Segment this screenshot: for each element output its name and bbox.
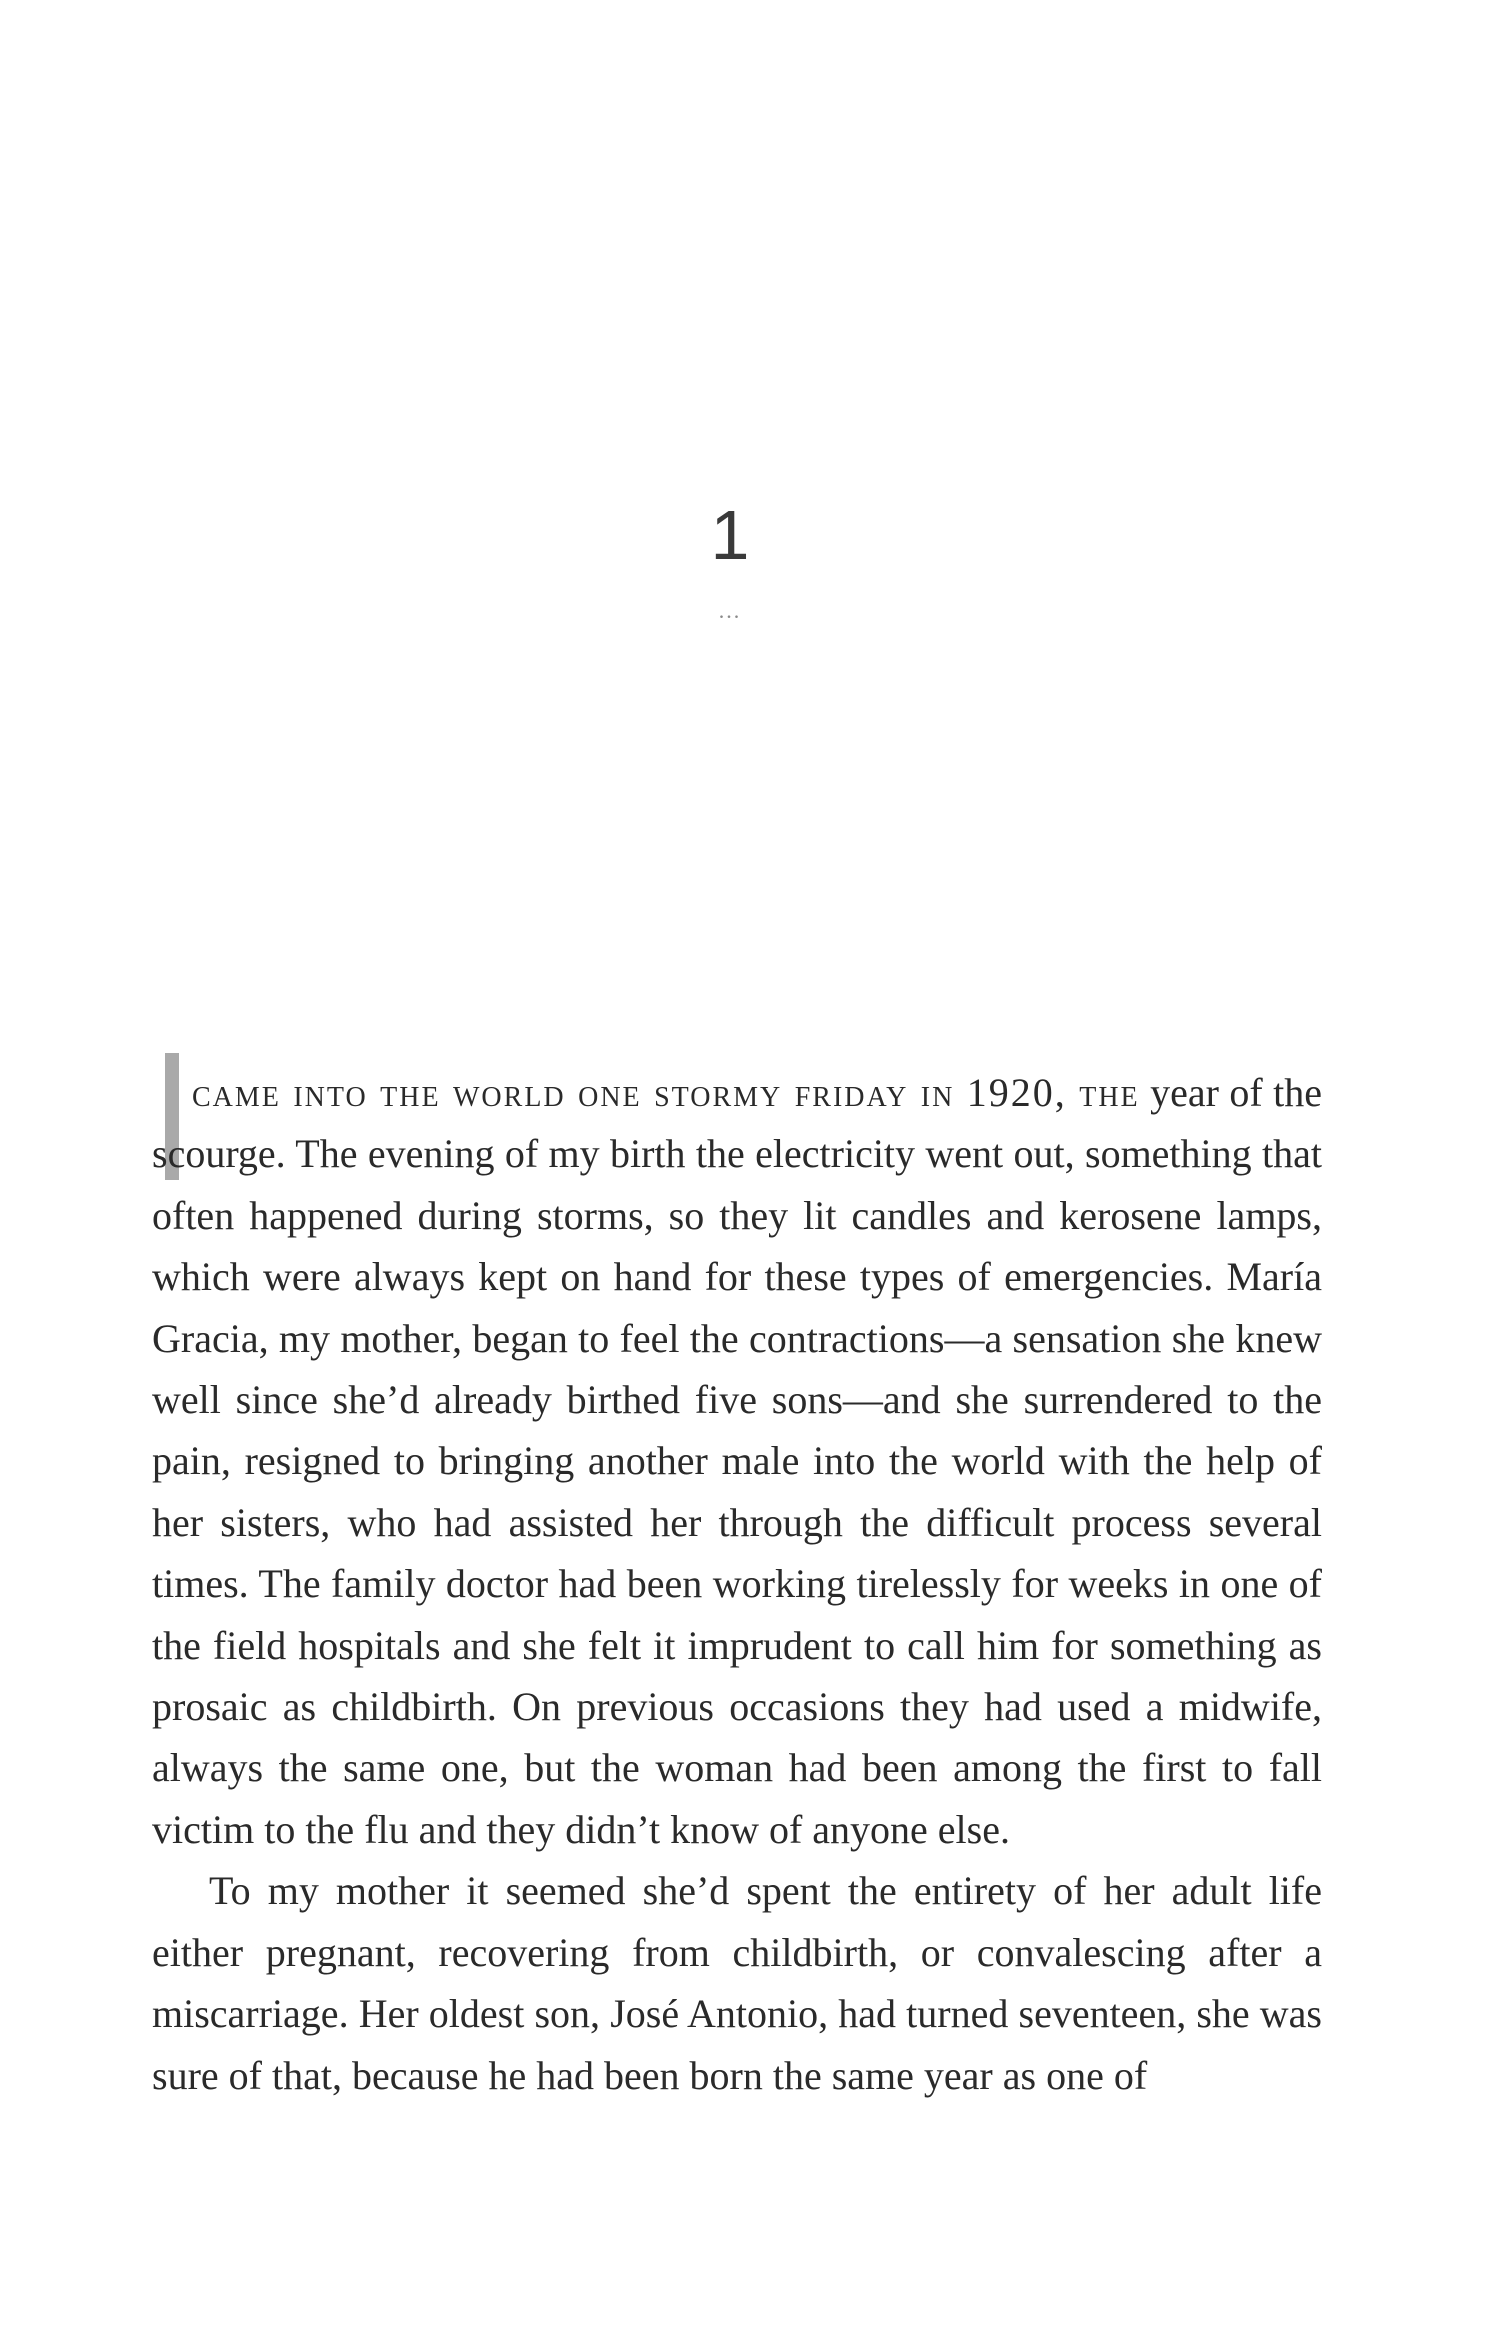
chapter-number: 1 [710, 496, 750, 574]
body-text [152, 1062, 1322, 2106]
chapter-ornament: ... [718, 598, 742, 623]
paragraph-1 [152, 1062, 1322, 1860]
paragraph-2-text: To my mother it seemed she’d spent the entirety of her adult life either pregnant, recovering from childbirth, or convalescing after a miscarriage. Her oldest son, José Antonio, had turned seventeen, she was sure of that, because he had been born the same year as one of [152, 1868, 1322, 2098]
paragraph-opener: came into the world one stormy friday in 1920, the [192, 1070, 1140, 1115]
paragraph-2 [152, 1860, 1322, 2106]
paragraph-1-text: year of the scourge. The evening of my birth the electricity went out, something that often happened during storms, so they lit candles and kerosene lamps, which were always kept on hand for these types of emergencies. María Gracia, my mother, began to feel the contractions—a sensation she knew well since she’d already birthed five sons—and she surrendered to the pain, resigned to bringing another male into the world with the help of her sisters, who had assisted her through the difficult process several times. The family doctor had been working tirelessly for weeks in one of the field hospitals and she felt it imprudent to call him for something as prosaic as childbirth. On previous occasions they had used a midwife, always the same one, but the woman had been among the first to fall victim to the flu and they didn’t know of anyone else. [152, 1070, 1323, 1852]
